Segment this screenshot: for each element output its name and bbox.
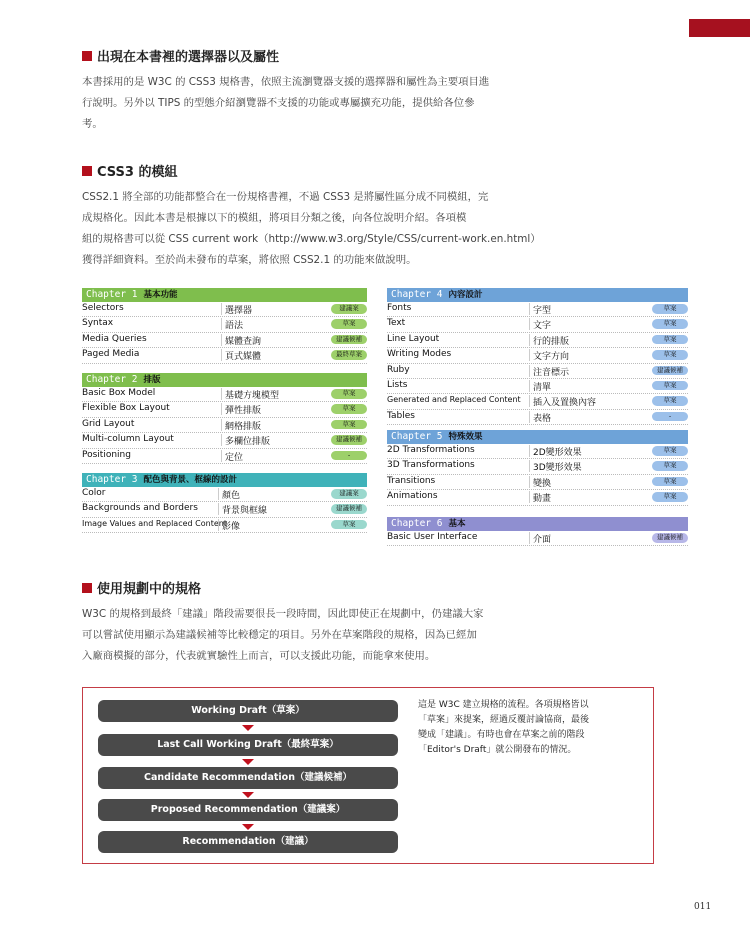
module-name: 3D Transformations xyxy=(387,460,475,471)
para-line: 獲得詳細資料。至於尚未發布的草案，將依照 CSS2.1 的功能來做說明。 xyxy=(82,254,417,266)
module-row xyxy=(82,317,367,332)
chapter-title: 基本 xyxy=(448,519,466,529)
chapter-title: 基本功能 xyxy=(143,290,178,300)
chapter-title: 配色與背景、框線的設計 xyxy=(143,475,237,485)
module-row xyxy=(82,387,367,402)
module-row xyxy=(387,475,688,490)
module-name: Writing Modes xyxy=(387,349,452,360)
paragraph-modules xyxy=(82,187,562,271)
flow-step-last-call: Last Call Working Draft（最終草案） xyxy=(98,734,398,756)
module-row xyxy=(387,490,688,505)
chapter-header xyxy=(82,473,367,487)
module-name-zh: 顏色 xyxy=(218,488,240,500)
flow-note xyxy=(418,698,643,758)
paragraph-selectors xyxy=(82,72,562,135)
module-row xyxy=(387,379,688,394)
module-name: Flexible Box Layout xyxy=(82,403,170,414)
module-name: Animations xyxy=(387,491,438,502)
heading-square-icon xyxy=(82,51,92,61)
module-name-zh: 選擇器 xyxy=(221,303,252,315)
status-badge: 草案 xyxy=(652,461,688,471)
module-row xyxy=(82,518,367,533)
module-row xyxy=(82,348,367,363)
section-heading-planned-specs xyxy=(82,578,201,597)
status-badge: 建議候補 xyxy=(331,335,367,345)
module-name: Transitions xyxy=(387,475,436,486)
chapter-header xyxy=(82,288,367,302)
module-name: Basic Box Model xyxy=(82,388,156,398)
module-row xyxy=(387,302,688,317)
module-row xyxy=(82,402,367,417)
para-line: 成規格化。因此本書是根據以下的模組，將項目分類之後，向各位說明介紹。各項模 xyxy=(82,212,467,224)
module-name-zh: 3D變形效果 xyxy=(529,460,582,472)
module-name: Paged Media xyxy=(82,349,140,360)
module-name-zh: 注音標示 xyxy=(529,365,569,377)
status-badge: 建議案 xyxy=(331,489,367,499)
status-badge: 草案 xyxy=(652,335,688,345)
heading-text: 使用規劃中的規格 xyxy=(97,582,202,597)
status-badge: 草案 xyxy=(652,492,688,502)
chapter-number: Chapter 1 xyxy=(86,289,138,300)
module-name-zh: 行的排版 xyxy=(529,334,569,346)
chapter-header xyxy=(387,430,688,444)
status-badge: 建議案 xyxy=(331,304,367,314)
chapter-5-table xyxy=(387,430,688,506)
chapter-header xyxy=(387,517,688,531)
chapter-number: Chapter 5 xyxy=(391,431,443,442)
note-line: 「Editor's Draft」就公開發布的情況。 xyxy=(418,745,577,755)
module-row xyxy=(82,433,367,448)
module-name: Syntax xyxy=(82,318,114,329)
status-badge: - xyxy=(331,451,367,461)
module-name-zh: 文字方向 xyxy=(529,349,569,361)
module-name: Basic User Interface xyxy=(387,532,478,542)
module-name: Generated and Replaced Content xyxy=(387,395,521,405)
module-name-zh: 基礎方塊模型 xyxy=(221,388,279,400)
chapter-header xyxy=(82,373,367,387)
module-row xyxy=(387,459,688,474)
status-badge: 草案 xyxy=(331,404,367,414)
module-name: Multi-column Layout xyxy=(82,434,174,445)
module-row xyxy=(387,394,688,409)
w3c-process-diagram xyxy=(82,687,654,864)
down-arrow-icon xyxy=(242,824,254,830)
module-name: Tables xyxy=(387,410,415,421)
chapter-header xyxy=(387,288,688,302)
module-name-zh: 彈性排版 xyxy=(221,403,261,415)
para-line: 入廠商模擬的部分，代表就實驗性上而言，可以支援此功能，而能拿來使用。 xyxy=(82,650,436,662)
chapter-number: Chapter 6 xyxy=(391,518,443,529)
module-row xyxy=(82,502,367,517)
status-badge: 草案 xyxy=(331,420,367,430)
module-row xyxy=(82,449,367,464)
module-name-zh: 清單 xyxy=(529,380,551,392)
module-name-zh: 網格排版 xyxy=(221,419,261,431)
module-name-zh: 文字 xyxy=(529,318,551,330)
heading-text: 出現在本書裡的選擇器以及屬性 xyxy=(97,50,280,65)
para-line: W3C 的規格到最終「建議」階段需要很長一段時間，因此即使正在規劃中，仍建議大家 xyxy=(82,608,484,620)
para-line: 本書採用的是 W3C 的 CSS3 規格書，依照主流瀏覽器支援的選擇器和屬性為主要項目進 xyxy=(82,76,490,88)
module-name-zh: 定位 xyxy=(221,450,243,462)
status-badge: - xyxy=(652,412,688,422)
status-badge: 最終草案 xyxy=(331,350,367,360)
module-row xyxy=(387,333,688,348)
heading-square-icon xyxy=(82,583,92,593)
module-name: Media Queries xyxy=(82,333,147,344)
para-line: 行說明。另外以 TIPS 的型態介紹瀏覽器不支援的功能或專屬擴充功能，提供給各位參 xyxy=(82,97,475,109)
chapter-6-table xyxy=(387,517,688,546)
chapter-number: Chapter 2 xyxy=(86,374,138,385)
note-line: 變成「建議」。有時也會在草案之前的階段 xyxy=(418,730,585,740)
status-badge: 草案 xyxy=(652,396,688,406)
module-name-zh: 表格 xyxy=(529,411,551,423)
module-name-zh: 2D變形效果 xyxy=(529,445,582,457)
status-badge: 草案 xyxy=(652,381,688,391)
module-name: Ruby xyxy=(387,364,410,375)
module-name-zh: 插入及置換內容 xyxy=(529,395,596,407)
chapter-title: 特殊效果 xyxy=(448,432,483,442)
status-badge: 建議候補 xyxy=(331,435,367,445)
down-arrow-icon xyxy=(242,725,254,731)
module-row xyxy=(387,531,688,546)
chapter-4-table xyxy=(387,288,688,425)
module-name-zh: 影像 xyxy=(218,519,240,531)
paragraph-planned-specs xyxy=(82,604,562,667)
flow-step-proposed: Proposed Recommendation（建議案） xyxy=(98,799,398,821)
module-name-zh: 字型 xyxy=(529,303,551,315)
module-name-zh: 介面 xyxy=(529,532,551,544)
module-name-zh: 語法 xyxy=(221,318,243,330)
module-name: Text xyxy=(387,318,406,329)
module-name-zh: 頁式媒體 xyxy=(221,349,261,361)
chapter-3-table xyxy=(82,473,367,533)
flow-step-recommendation: Recommendation（建議） xyxy=(98,831,398,853)
flow-step-candidate: Candidate Recommendation（建議候補） xyxy=(98,767,398,789)
module-name: Line Layout xyxy=(387,333,440,344)
status-badge: 草案 xyxy=(652,477,688,487)
status-badge: 草案 xyxy=(652,350,688,360)
status-badge: 建議候補 xyxy=(652,366,688,376)
module-name-zh: 多欄位排版 xyxy=(221,434,270,446)
chapter-number: Chapter 3 xyxy=(86,474,138,485)
status-badge: 草案 xyxy=(652,319,688,329)
module-row xyxy=(387,348,688,363)
flow-step-working-draft: Working Draft（草案） xyxy=(98,700,398,722)
module-name-zh: 媒體查詢 xyxy=(221,334,261,346)
down-arrow-icon xyxy=(242,792,254,798)
module-row xyxy=(82,302,367,317)
chapter-1-table xyxy=(82,288,367,364)
module-name-zh: 背景與框線 xyxy=(218,503,267,515)
module-row xyxy=(387,364,688,379)
down-arrow-icon xyxy=(242,759,254,765)
page-number: 011 xyxy=(694,902,712,912)
para-line: 考。 xyxy=(82,118,103,130)
module-name: Image Values and Replaced Content xyxy=(82,518,227,528)
para-line: 可以嘗試使用顯示為建議候補等比較穩定的項目。另外在草案階段的規格，因為已經加 xyxy=(82,629,477,641)
heading-square-icon xyxy=(82,166,92,176)
chapter-2-table xyxy=(82,373,367,464)
status-badge: 草案 xyxy=(331,319,367,329)
para-line: CSS2.1 將全部的功能都整合在一份規格書裡，不過 CSS3 是將屬性區分成不同模組，完 xyxy=(82,191,489,203)
module-name-zh: 動畫 xyxy=(529,491,551,503)
module-row xyxy=(387,317,688,332)
module-name: 2D Transformations xyxy=(387,445,475,455)
module-row xyxy=(82,487,367,502)
module-name: Selectors xyxy=(82,303,124,313)
status-badge: 草案 xyxy=(331,520,367,530)
module-name: Positioning xyxy=(82,449,131,460)
module-name: Grid Layout xyxy=(82,418,135,429)
module-row xyxy=(82,418,367,433)
status-badge: 草案 xyxy=(652,304,688,314)
module-row xyxy=(387,444,688,459)
module-row xyxy=(387,410,688,425)
note-line: 「草案」來提案，經過反覆討論協商，最後 xyxy=(418,715,590,725)
heading-text: CSS3 的模組 xyxy=(97,165,178,180)
module-name: Lists xyxy=(387,379,408,390)
module-name-zh: 變換 xyxy=(529,476,551,488)
note-line: 這是 W3C 建立規格的流程。各項規格皆以 xyxy=(418,700,589,710)
module-name: Color xyxy=(82,488,106,498)
module-name: Backgrounds and Borders xyxy=(82,503,198,514)
status-badge: 草案 xyxy=(331,389,367,399)
status-badge: 草案 xyxy=(652,446,688,456)
section-heading-selectors xyxy=(82,46,279,65)
section-heading-modules xyxy=(82,161,178,180)
chapter-title: 內容設計 xyxy=(448,290,483,300)
chapter-title: 排版 xyxy=(143,375,161,385)
corner-tab xyxy=(689,19,750,37)
para-line: 組的規格書可以從 CSS current work（http://www.w3.org/Style/CSS/current-work.en.html） xyxy=(82,233,541,245)
status-badge: 建議候補 xyxy=(331,504,367,514)
module-name: Fonts xyxy=(387,303,412,313)
status-badge: 建議候補 xyxy=(652,533,688,543)
chapter-number: Chapter 4 xyxy=(391,289,443,300)
module-row xyxy=(82,333,367,348)
